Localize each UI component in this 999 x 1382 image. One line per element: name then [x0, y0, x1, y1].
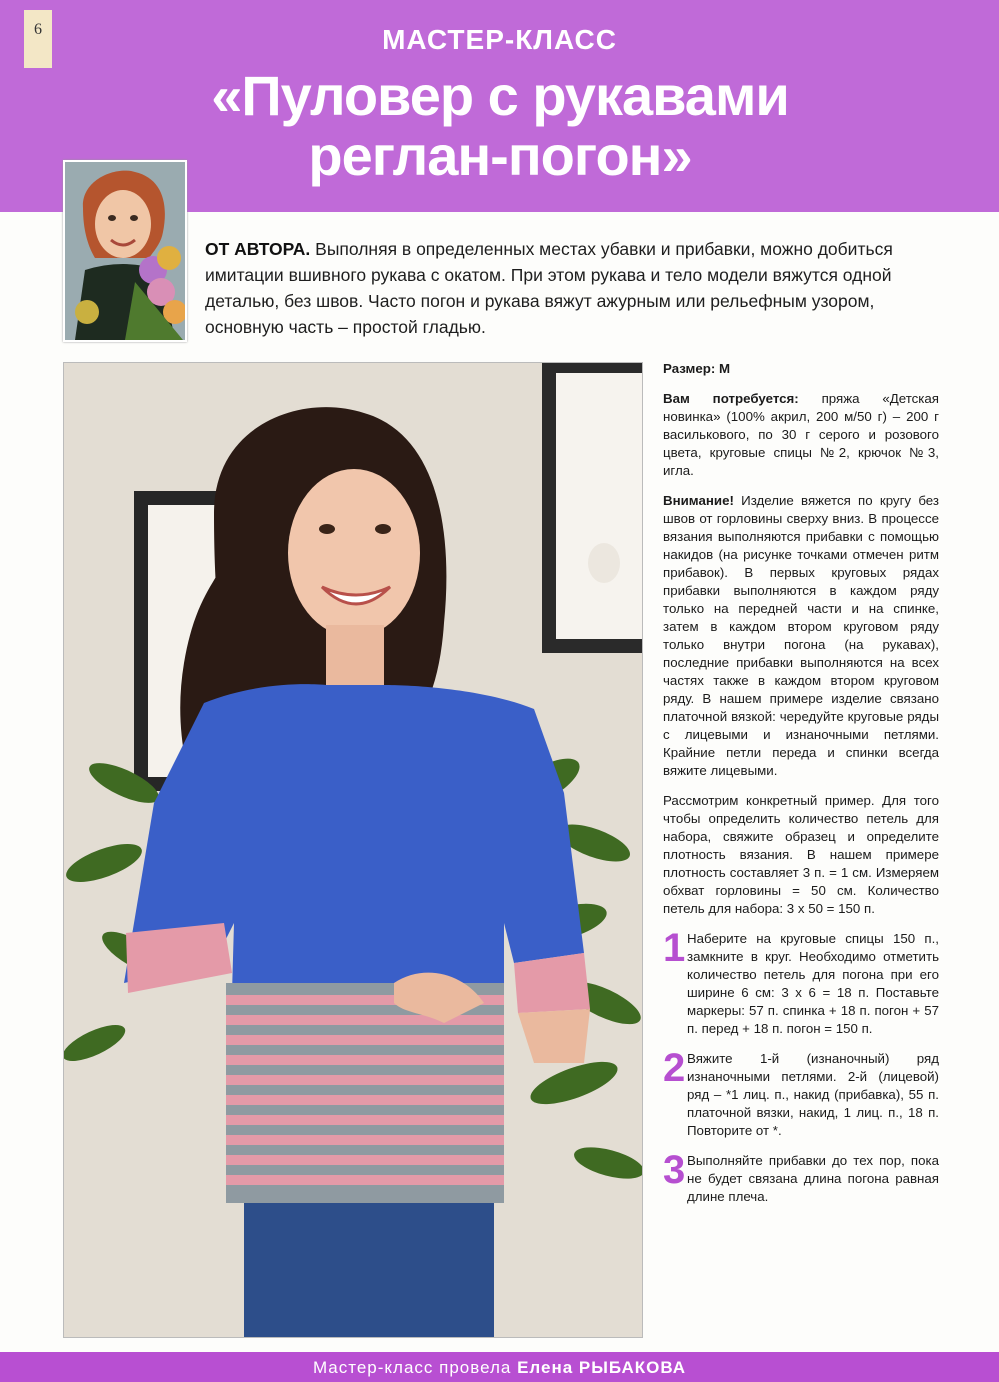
size-line: Размер: М: [663, 361, 731, 376]
model-pullover-illustration-icon: [64, 363, 642, 1337]
page-number: 6: [24, 10, 52, 68]
title-line-1: «Пуловер с рукавами: [211, 64, 789, 127]
step-3: [663, 1148, 939, 1206]
step-1: [663, 926, 939, 1038]
footer-author: Елена РЫБАКОВА: [517, 1358, 687, 1377]
footer-prefix: Мастер-класс провела: [312, 1358, 518, 1377]
title-line-2: реглан-погон»: [308, 124, 692, 187]
materials-text: пряжа «Детская новинка» (100% акрил, 200 м/50 г) – 200 г василькового, по 30 г серого и розового цвета, круговые спицы №2, крючок №3, игла.: [663, 391, 939, 478]
step-number: 2: [663, 1046, 686, 1090]
model-photo: [63, 362, 643, 1338]
author-photo: [63, 160, 187, 342]
author-portrait-icon: [65, 162, 185, 340]
stripe-band: [226, 983, 504, 1203]
instructions-column: [663, 360, 939, 1218]
step-2: [663, 1046, 939, 1140]
attention-paragraph: [663, 492, 939, 780]
step-text: Вяжите 1-й (изнаночный) ряд изнаночными петлями. 2-й (лицевой) ряд – *1 лиц. п., накид (прибавка), 55 п. платочной вязки, накид, 1 лиц. п., 18 п. Повторите от *.: [687, 1051, 939, 1138]
attention-text: Изделие вяжется по кругу без швов от горловины сверху вниз. В процессе вязания выполняются прибавки с помощью накидов (на рисунке точками отмечен ритм прибавок). В первых круговых рядах прибавки выполняются в каждом ряду только на передней части и на спинке, затем в каждом втором круговом ряду только внутри погона (на рукавах), последние прибавки выполняются на всех частях также в каждом втором круговом ряду. В нашем примере изделие связано платочной вязкой: чередуйте круговые ряды с лицевыми и изнаночными петлями. Крайние петли переда и спинки всегда вяжите лицевыми.: [663, 493, 939, 778]
footer-credit: [0, 1358, 999, 1378]
author-note: [205, 236, 910, 340]
materials-paragraph: [663, 390, 939, 480]
kicker: МАСТЕР-КЛАСС: [382, 24, 617, 55]
author-label: ОТ АВТОРА.: [205, 239, 311, 259]
step-number: 3: [663, 1148, 686, 1192]
author-text: Выполняя в определенных местах убавки и прибавки, можно добиться имитации вшивного рукава с окатом. При этом рукава и тело модели вяжутся одной деталью, без швов. Часто погон и рукава вяжут ажурным или рельефным узором, основную часть – простой гладью.: [205, 239, 893, 337]
footer-bar: [0, 1352, 999, 1382]
attention-label: Внимание!: [663, 493, 734, 508]
materials-label: Вам потребуется:: [663, 391, 799, 406]
step-number: 1: [663, 926, 686, 970]
page-title: [150, 66, 850, 186]
step-text: Наберите на круговые спицы 150 п., замкните в круг. Необходимо отметить количество петель для погона при его ширине 6 см: 3 х 6 = 18 п. Поставьте маркеры: 57 п. спинка + 18 п. погон + 57 п. перед + 18 п. погон = 150 п.: [687, 931, 939, 1036]
step-text: Выполняйте прибавки до тех пор, пока не будет связана длина погона равная длине плеча.: [687, 1153, 939, 1204]
example-paragraph: Рассмотрим конкретный пример. Для того чтобы определить количество петель для набора, свяжите образец и определите плотность вязания. В нашем примере плотность составляет 3 п. = 1 см. Измеряем обхват горловины = 50 см. Количество петель для набора: 3 х 50 = 150 п.: [663, 793, 939, 916]
